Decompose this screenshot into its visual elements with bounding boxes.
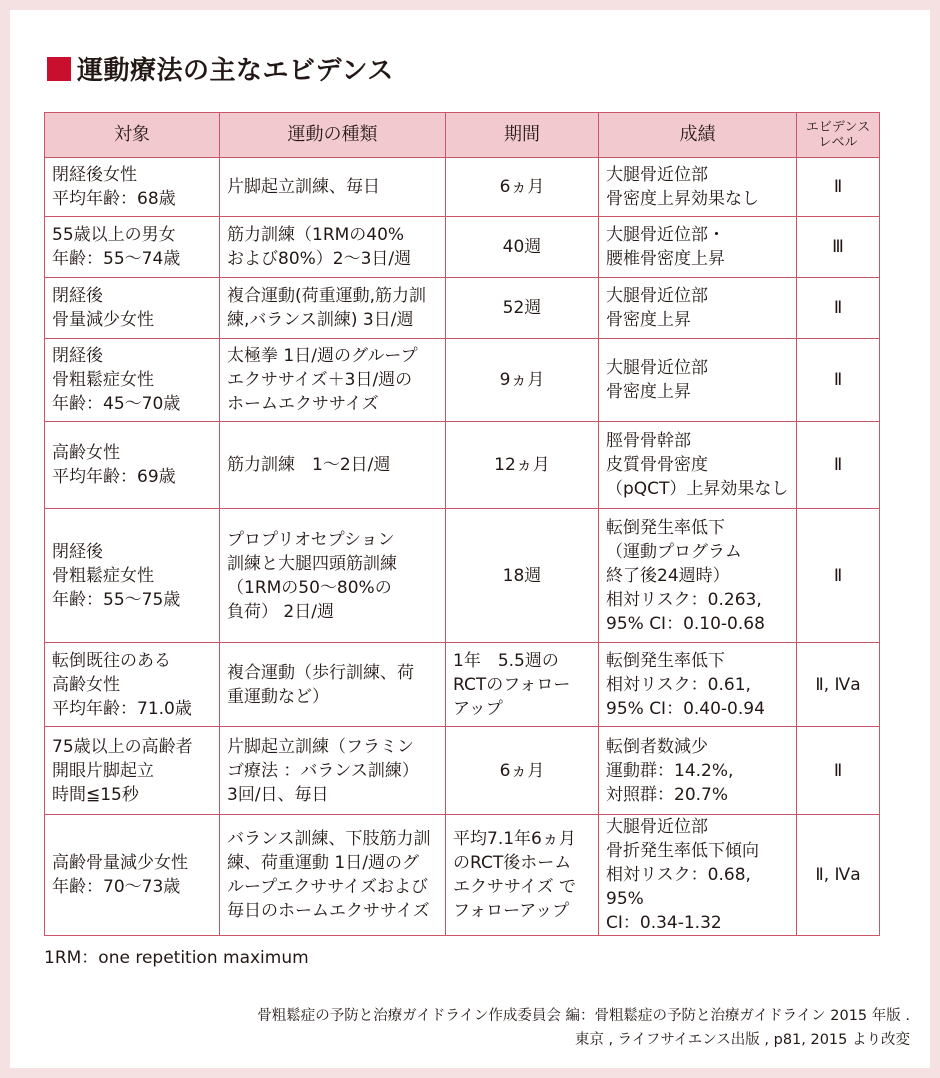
cell-subject: 55歳以上の男女 年齢：55～74歳 bbox=[45, 217, 220, 278]
cell-subject: 閉経後 骨量減少女性 bbox=[45, 278, 220, 339]
cell-result: 転倒発生率低下 （運動プログラム 終了後24週時） 相対リスク：0.263, 95% CI：0.10-0.68 bbox=[599, 509, 797, 643]
cell-exercise: 片脚起立訓練、毎日 bbox=[220, 158, 446, 217]
cell-subject: 高齢女性 平均年齢：69歳 bbox=[45, 422, 220, 509]
cell-result: 転倒発生率低下 相対リスク：0.61, 95% CI：0.40-0.94 bbox=[599, 643, 797, 727]
cell-level: Ⅱ bbox=[797, 339, 880, 422]
cell-subject: 転倒既往のある 高齢女性 平均年齢：71.0歳 bbox=[45, 643, 220, 727]
header-row bbox=[45, 113, 880, 158]
cell-period: 40週 bbox=[446, 217, 599, 278]
section-heading bbox=[47, 50, 394, 87]
cell-level: Ⅱ, Ⅳa bbox=[797, 643, 880, 727]
cell-result: 大腿骨近位部 骨密度上昇 bbox=[599, 278, 797, 339]
table-row bbox=[45, 643, 880, 727]
source-line: 骨粗鬆症の予防と治療ガイドライン作成委員会 編：骨粗鬆症の予防と治療ガイドライン 2015 年版 . bbox=[257, 1008, 910, 1024]
header-result: 成績 bbox=[599, 113, 797, 158]
cell-result: 転倒者数減少 運動群：14.2%, 対照群：20.7% bbox=[599, 727, 797, 815]
table-row bbox=[45, 815, 880, 936]
evidence-table bbox=[44, 112, 880, 936]
cell-result: 大腿骨近位部 骨密度上昇効果なし bbox=[599, 158, 797, 217]
cell-period: 9ヵ月 bbox=[446, 339, 599, 422]
cell-exercise: 複合運動（歩行訓練、荷 重運動など） bbox=[220, 643, 446, 727]
cell-subject: 閉経後 骨粗鬆症女性 年齢：45～70歳 bbox=[45, 339, 220, 422]
cell-level: Ⅱ bbox=[797, 422, 880, 509]
heading-square-icon bbox=[47, 57, 71, 81]
cell-level: Ⅲ bbox=[797, 217, 880, 278]
cell-subject: 高齢骨量減少女性 年齢：70～73歳 bbox=[45, 815, 220, 936]
table-row bbox=[45, 339, 880, 422]
cell-exercise: 太極拳 1日/週のグループ エクササイズ＋3日/週の ホームエクササイズ bbox=[220, 339, 446, 422]
header-exercise: 運動の種類 bbox=[220, 113, 446, 158]
cell-subject: 75歳以上の高齢者 開眼片脚起立 時間≦15秒 bbox=[45, 727, 220, 815]
table-row bbox=[45, 278, 880, 339]
header-subject: 対象 bbox=[45, 113, 220, 158]
cell-exercise: バランス訓練、下肢筋力訓 練、荷重運動 1日/週のグ ループエクササイズおよび 毎日のホームエクササイズ bbox=[220, 815, 446, 936]
cell-level: Ⅱ bbox=[797, 278, 880, 339]
table-row bbox=[45, 422, 880, 509]
cell-exercise: 複合運動(荷重運動,筋力訓 練,バランス訓練) 3日/週 bbox=[220, 278, 446, 339]
cell-subject: 閉経後女性 平均年齢：68歳 bbox=[45, 158, 220, 217]
table-row bbox=[45, 509, 880, 643]
header-evidence-level: エビデンス レベル bbox=[797, 113, 880, 158]
cell-exercise: プロプリオセプション 訓練と大腿四頭筋訓練 （1RMの50～80%の 負荷） 2日/週 bbox=[220, 509, 446, 643]
source-citation bbox=[257, 1004, 910, 1052]
cell-level: Ⅱ bbox=[797, 727, 880, 815]
cell-period: 52週 bbox=[446, 278, 599, 339]
cell-period: 12ヵ月 bbox=[446, 422, 599, 509]
cell-level: Ⅱ, Ⅳa bbox=[797, 815, 880, 936]
cell-period: 1年 5.5週の RCTのフォロー アップ bbox=[446, 643, 599, 727]
footnote: 1RM：one repetition maximum bbox=[44, 948, 309, 968]
table-row bbox=[45, 158, 880, 217]
cell-exercise: 片脚起立訓練（フラミン ゴ療法 ：バランス訓練） 3回/日、毎日 bbox=[220, 727, 446, 815]
cell-result: 大腿骨近位部 骨密度上昇 bbox=[599, 339, 797, 422]
cell-period: 6ヵ月 bbox=[446, 158, 599, 217]
cell-period: 6ヵ月 bbox=[446, 727, 599, 815]
source-line: 東京 , ライフサイエンス出版 , p81, 2015 より改変 bbox=[574, 1032, 910, 1048]
cell-level: Ⅱ bbox=[797, 509, 880, 643]
cell-period: 平均7.1年6ヵ月 のRCT後ホーム エクササイズ で フォローアップ bbox=[446, 815, 599, 936]
table-row bbox=[45, 217, 880, 278]
cell-period: 18週 bbox=[446, 509, 599, 643]
cell-result: 大腿骨近位部 骨折発生率低下傾向 相対リスク：0.68, 95% CI：0.34-1.32 bbox=[599, 815, 797, 936]
cell-exercise: 筋力訓練 1～2日/週 bbox=[220, 422, 446, 509]
cell-exercise: 筋力訓練（1RMの40% および80%）2～3日/週 bbox=[220, 217, 446, 278]
table-row bbox=[45, 727, 880, 815]
cell-result: 脛骨骨幹部 皮質骨骨密度 （pQCT）上昇効果なし bbox=[599, 422, 797, 509]
cell-level: Ⅱ bbox=[797, 158, 880, 217]
cell-result: 大腿骨近位部・ 腰椎骨密度上昇 bbox=[599, 217, 797, 278]
header-period: 期間 bbox=[446, 113, 599, 158]
cell-subject: 閉経後 骨粗鬆症女性 年齢：55～75歳 bbox=[45, 509, 220, 643]
heading-title: 運動療法の主なエビデンス bbox=[77, 56, 394, 86]
